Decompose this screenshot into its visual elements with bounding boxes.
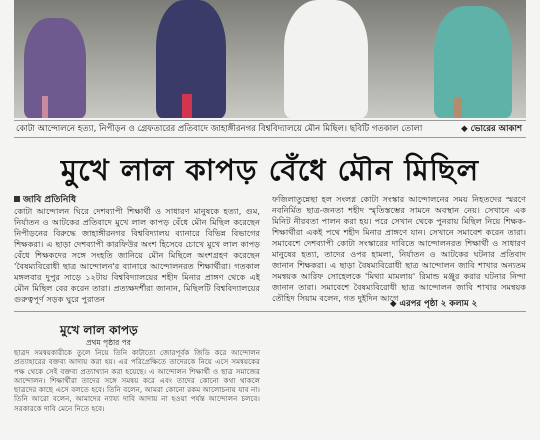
- article-column-2: ফজিলাতুন্নেছা হল সংলগ্ন কোটা সংস্কার আন্দোলনের সময় নিহতদের স্মরণে নবনির্মিত ছাত্র-জনতা শহীদ স্মৃতিস্তম্ভের সামনে অবস্থান নেয়। সেখানে এক মিনিট নীরবতা পালন করা হয়। পরে সেখান থেকে পুনরায় মিছিল নিয়ে শিক্ষক-শিক্ষার্থীরা একই পথে শহীদ মিনার প্রাঙ্গণে যান। সেখানে সমাবেশ করেন তারা। সমাবেশে দেশব্যাপী কোটা সংস্কারের দাবিতে আন্দোলনরত শিক্ষার্থী ও সাধারণ মানুষের হত্যা, তাদের ওপর হামলা, নির্যাতন ও আটকের ঘটনার প্রতিবাদ জানান শিক্ষকরা। এ ছাড়া বৈষম্যবিরোধী ছাত্র আন্দোলন জাবি শাখার অন্যতম সমন্বয়ক আরিফ সোহেলকে 'মিথ্যা মামলায়' রিমান্ড মঞ্জুর করার ঘটনার নিন্দা জানান তারা। সমাবেশে বৈষম্যবিরোধী ছাত্র আন্দোলন জাবি শাখার সমন্বয়ক তৌহিদ সিয়াম বলেন, গত দুইদিন আগে: [272, 194, 526, 303]
- continued-note: ◆ এরপর পৃষ্ঠা ২ কলাম ২: [390, 299, 478, 309]
- section-divider: [14, 311, 526, 312]
- protester-legs-1: [42, 96, 48, 118]
- protester-figure-3: [284, 0, 368, 118]
- photo-credit: ◆ ভোরের আকাশ: [461, 124, 522, 134]
- caption-text: কোটা আন্দোলনে হত্যা, নিপীড়ন ও গ্রেফতারের প্রতিবাদে জাহাঙ্গীরনগর বিশ্ববিদ্যালয়ে মৌন মিছিল। ছবিটি গতকাল তোলা: [16, 124, 423, 134]
- photo-caption: [14, 120, 526, 138]
- byline: [14, 192, 76, 207]
- continuation-label: প্রথম পৃষ্ঠার পর: [86, 338, 131, 347]
- continued-article-text: ছাত্রদ সমন্বয়কারীকে তুলে নিয়ে তিনি কাটাতো জোরপূর্বক জিডি করে আন্দোলন প্রত্যাহারের বক্তব্য আদায় করা হয়। এর পরিপ্রেক্ষিতে তাদেরকে নিয়ে এসে সমন্বয়কের পক্ষ থেকে সেই বক্তব্য প্রত্যাখ্যান করা হয়েছে। এ আন্দোলন শিক্ষার্থী ও ছাত্র সমাজের আন্দোলন। শিক্ষার্থীরা তাদের সঙ্গে সমন্বয় করে এবং তাদের কোনো কথা থাকলে ছাত্রদের কাছে এসে বলতে হবে। তিনি বলেন, আমরা কোনো রকম আলোচনায় যাব না। তিনি আরো বলেন, আমাদের ন্যায্য দাবি আদায় না হওয়া পর্যন্ত আন্দোলন চলবে। সরকারকে দাবি মেনে নিতে হবে।: [14, 348, 260, 413]
- sub-headline: মুখে লাল কাপড়: [60, 323, 138, 337]
- headline: মুখে লাল কাপড় বেঁধে মৌন মিছিল: [60, 153, 480, 187]
- article-column-1: কোটা আন্দোলন ঘিরে দেশব্যাপী শিক্ষার্থী ও সাধারণ মানুষকে হত্যা, গুম, নির্যাতন ও আটকের প্রতিবাদে মুখে লাল কাপড় বেঁধে মৌন মিছিল করেছেন নিপীড়নের বিরুদ্ধে জাহাঙ্গীরনগর বিশ্ববিদ্যালয় ব্যানারে বিভিন্ন বিভাগের শিক্ষকরা। এ ছাড়া দেশব্যাপী কারফিউর অংশ হিসেবে চোখে মুখে লাল কাপড় বেঁধে শিক্ষকদের সঙ্গে সংহতি জানিয়ে মৌন মিছিলে অংশগ্রহণ করেছেন 'বৈষম্যবিরোধী ছাত্র আন্দোলন'র ব্যানারে আন্দোলনরত শিক্ষার্থীরা। গতকাল মঙ্গলবার দুপুর সাড়ে ১২টায় বিশ্ববিদ্যালয়ের শহীদ মিনার প্রাঙ্গণ থেকে এই মৌন মিছিল বের করেন তারা। প্রত্যক্ষদর্শীরা জানান, মিছিলটি বিশ্ববিদ্যালয়ের গুরুত্বপূর্ণ সড়ক ঘুরে পুরাতন: [14, 206, 260, 304]
- protester-figure-4: [434, 6, 512, 118]
- protester-figure-1: [24, 18, 86, 118]
- protester-legs-4: [454, 98, 462, 118]
- byline-text: জাবি প্রতিনিধি: [23, 195, 76, 205]
- byline-marker-icon: [14, 196, 20, 202]
- protester-legs-2: [182, 94, 192, 118]
- news-photo: [14, 0, 526, 118]
